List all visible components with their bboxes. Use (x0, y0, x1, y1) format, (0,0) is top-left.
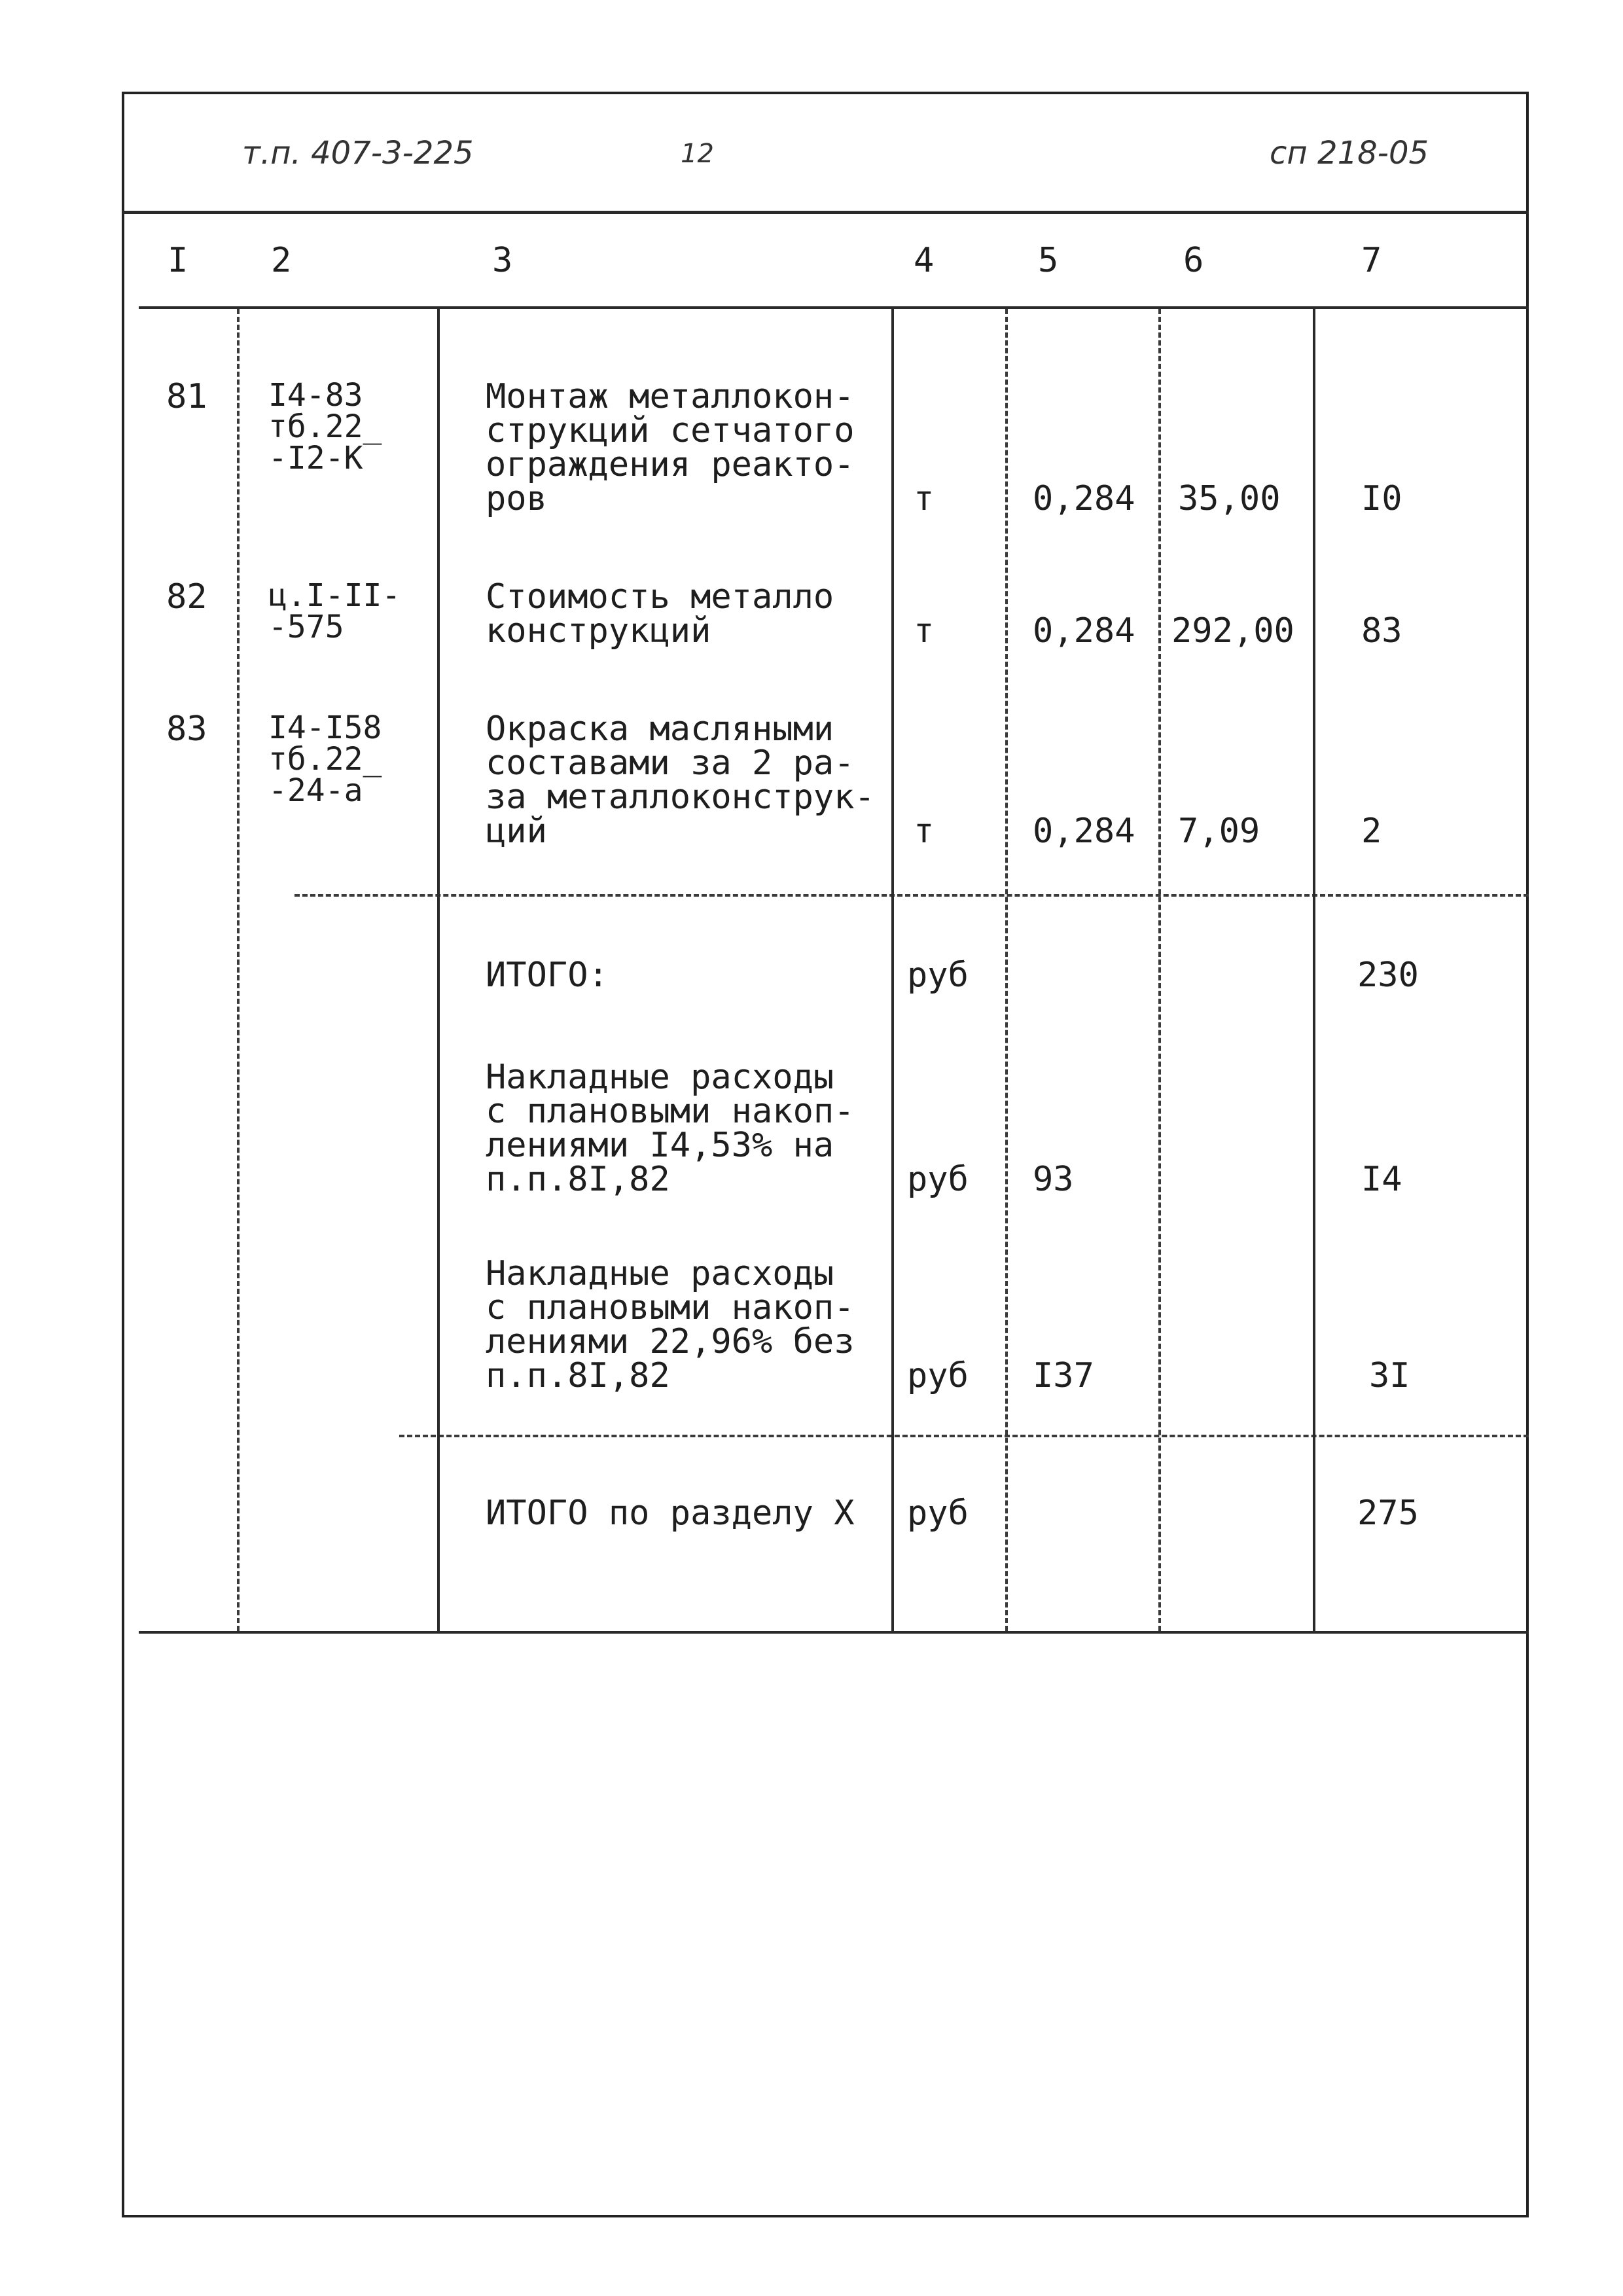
col-rule-1 (237, 309, 240, 1631)
column-number-7: 7 (1361, 241, 1382, 280)
header-middle-mark: 12 (681, 139, 714, 169)
row-83-number: 83 (166, 709, 207, 749)
column-number-1: I (168, 241, 188, 280)
overhead-2-unit: руб (907, 1356, 969, 1395)
column-header-rule (139, 306, 1529, 309)
row-82-total: 83 (1361, 611, 1402, 651)
row-81-price: 35,00 (1178, 479, 1281, 518)
subtotal-total: 230 (1357, 956, 1419, 995)
row-82-number: 82 (166, 577, 207, 617)
overhead-2-total: 3I (1369, 1356, 1410, 1395)
col-rule-3 (891, 309, 894, 1631)
items-rule (294, 894, 1529, 897)
table-bottom-rule (139, 1631, 1529, 1634)
row-82-quantity: 0,284 (1033, 611, 1135, 651)
column-number-6: 6 (1183, 241, 1204, 280)
overhead-1-base: 93 (1033, 1160, 1074, 1199)
col-rule-5 (1158, 309, 1161, 1631)
row-81-quantity: 0,284 (1033, 479, 1135, 518)
header-left-code: т.п. 407-3-225 (242, 135, 474, 171)
overhead-1-unit: руб (907, 1160, 969, 1199)
column-number-4: 4 (914, 241, 935, 280)
row-83-unit: т (914, 812, 935, 851)
row-82-unit: т (914, 611, 935, 651)
row-83-description: Окраска масляными составами за 2 ра- за металлоконструк- ций (486, 709, 875, 851)
column-number-2: 2 (271, 241, 292, 280)
section-total-unit: руб (907, 1494, 969, 1533)
overhead-2-base: I37 (1033, 1356, 1094, 1395)
subtotal-unit: руб (907, 956, 969, 995)
row-82-description: Стоимость металло конструкций (486, 577, 834, 651)
overhead-1-description: Накладные расходы с плановыми накоп- лениями I4,53% на п.п.8I,82 (486, 1058, 855, 1199)
col-rule-4 (1005, 309, 1008, 1631)
section-total-label: ИТОГО по разделу X (486, 1494, 855, 1533)
row-83-quantity: 0,284 (1033, 812, 1135, 851)
section-total-value: 275 (1357, 1494, 1419, 1533)
row-82-code: ц.I-II- -575 (268, 577, 401, 645)
row-81-code: I4-83 тб.22_ -I2-К (268, 377, 382, 476)
column-number-3: 3 (492, 241, 513, 280)
row-81-total: I0 (1361, 479, 1402, 518)
overhead-1-total: I4 (1361, 1160, 1402, 1199)
header-rule (122, 211, 1529, 214)
row-81-unit: т (914, 479, 935, 518)
row-81-description: Монтаж металлокон- струкций сетчатого ограждения реакто- ров (486, 377, 855, 518)
subtotal-label: ИТОГО: (486, 956, 609, 995)
row-83-total: 2 (1361, 812, 1382, 851)
col-rule-2 (437, 309, 440, 1631)
overhead-2-description: Накладные расходы с плановыми накоп- лениями 22,96% без п.п.8I,82 (486, 1254, 855, 1395)
summary-rule (399, 1435, 1529, 1437)
column-number-5: 5 (1038, 241, 1059, 280)
row-83-code: I4-I58 тб.22_ -24-а (268, 709, 382, 809)
header-right-code: сп 218-05 (1270, 135, 1429, 171)
row-81-number: 81 (166, 377, 207, 416)
row-82-price: 292,00 (1171, 611, 1294, 651)
row-83-price: 7,09 (1178, 812, 1260, 851)
col-rule-6 (1313, 309, 1315, 1631)
